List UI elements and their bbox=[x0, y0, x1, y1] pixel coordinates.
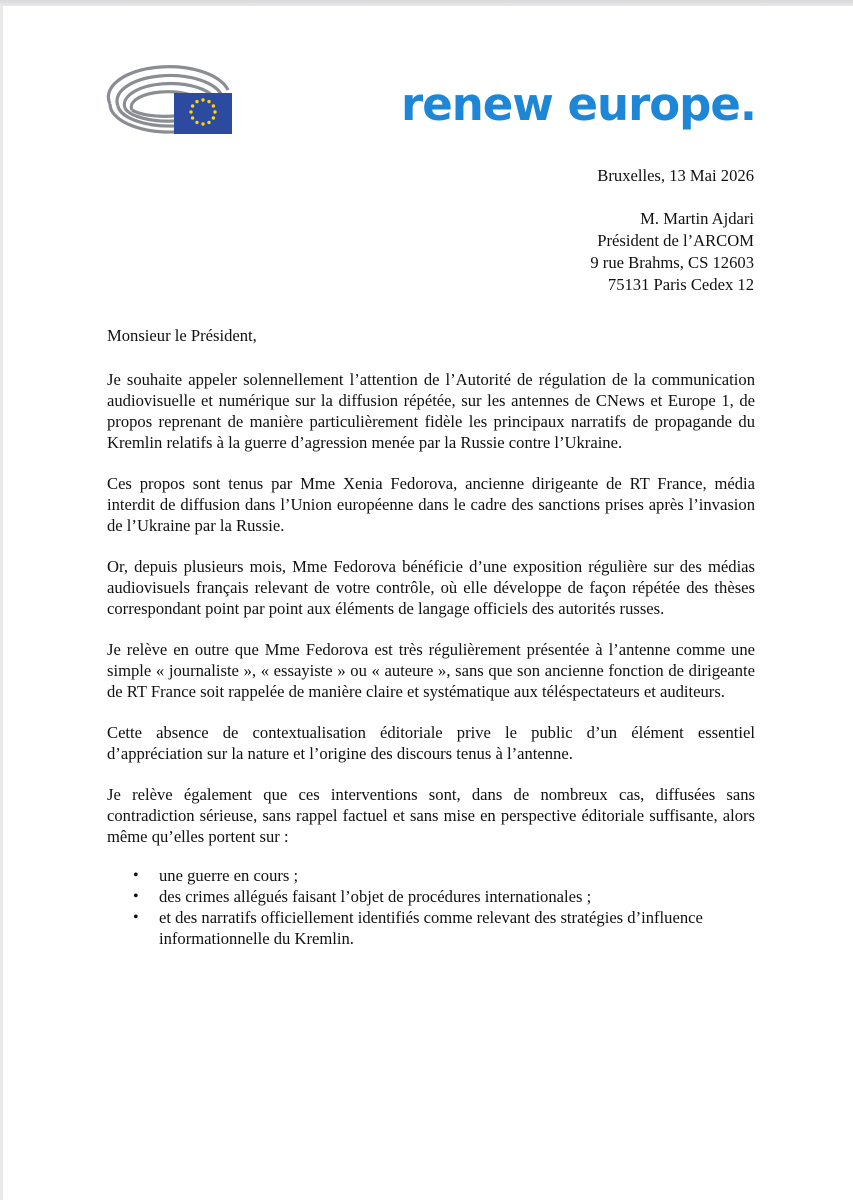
bullet-icon: • bbox=[133, 888, 139, 905]
bullet-icon: • bbox=[133, 909, 139, 926]
dateline: Bruxelles, 13 Mai 2026 bbox=[597, 166, 754, 185]
paragraph: Je relève également que ces interventions sont, dans de nombreux cas, diffusées sans contradiction sérieuse, sans rappel factuel et sans mise en perspective éditoriale suffisante, alors même qu’elles portent sur : bbox=[107, 785, 755, 846]
recipient-title: Président de l’ARCOM bbox=[597, 231, 754, 250]
renew-europe-logo: renew europe. bbox=[401, 78, 756, 131]
recipient-street: 9 rue Brahms, CS 12603 bbox=[590, 253, 754, 272]
list-item-text: des crimes allégués faisant l’objet de procédures internationales ; bbox=[159, 887, 592, 906]
european-parliament-logo-icon bbox=[104, 60, 234, 134]
paragraph: Ces propos sont tenus par Mme Xenia Fedorova, ancienne dirigeante de RT France, média interdit de diffusion dans l’Union européenne dans le cadre des sanctions prises après l’invasion de l’Ukraine par la Russie. bbox=[107, 474, 755, 535]
paragraph: Or, depuis plusieurs mois, Mme Fedorova bénéficie d’une exposition régulière sur des médias audiovisuels français relevant de votre contrôle, où elle développe de façon répétée des thèses correspondant point par point aux éléments de langage officiels des autorités russes. bbox=[107, 557, 755, 618]
recipient-city: 75131 Paris Cedex 12 bbox=[607, 275, 754, 294]
list-item bbox=[107, 886, 755, 907]
recipient-address bbox=[590, 208, 754, 296]
letter-page bbox=[3, 6, 853, 1200]
list-item-text: une guerre en cours ; bbox=[159, 866, 299, 885]
bullet-list bbox=[107, 865, 755, 949]
list-item bbox=[107, 865, 755, 886]
letter-body bbox=[107, 325, 755, 949]
list-item-text: et des narratifs officiellement identifiés comme relevant des stratégies d’influence informationnelle du Kremlin. bbox=[159, 908, 703, 948]
bullet-icon: • bbox=[133, 867, 139, 884]
list-item bbox=[107, 907, 755, 949]
salutation: Monsieur le Président, bbox=[107, 326, 257, 345]
paragraph: Je souhaite appeler solennellement l’attention de l’Autorité de régulation de la communication audiovisuelle et numérique sur la diffusion répétée, sur les antennes de CNews et Europe 1, de propos reprenant de manière particulièrement fidèle les principaux narratifs de propagande du Kremlin relatifs à la guerre d’agression menée par la Russie contre l’Ukraine. bbox=[107, 370, 755, 452]
recipient-name: M. Martin Ajdari bbox=[640, 209, 754, 228]
paragraph: Je relève en outre que Mme Fedorova est très régulièrement présentée à l’antenne comme une simple « journaliste », « essayiste » ou « auteure », sans que son ancienne fonction de dirigeante de RT France soit rappelée de manière claire et systématique aux téléspectateurs et auditeurs. bbox=[107, 640, 755, 701]
paragraph: Cette absence de contextualisation éditoriale prive le public d’un élément essentiel d’appréciation sur la nature et l’origine des discours tenus à l’antenne. bbox=[107, 723, 755, 763]
